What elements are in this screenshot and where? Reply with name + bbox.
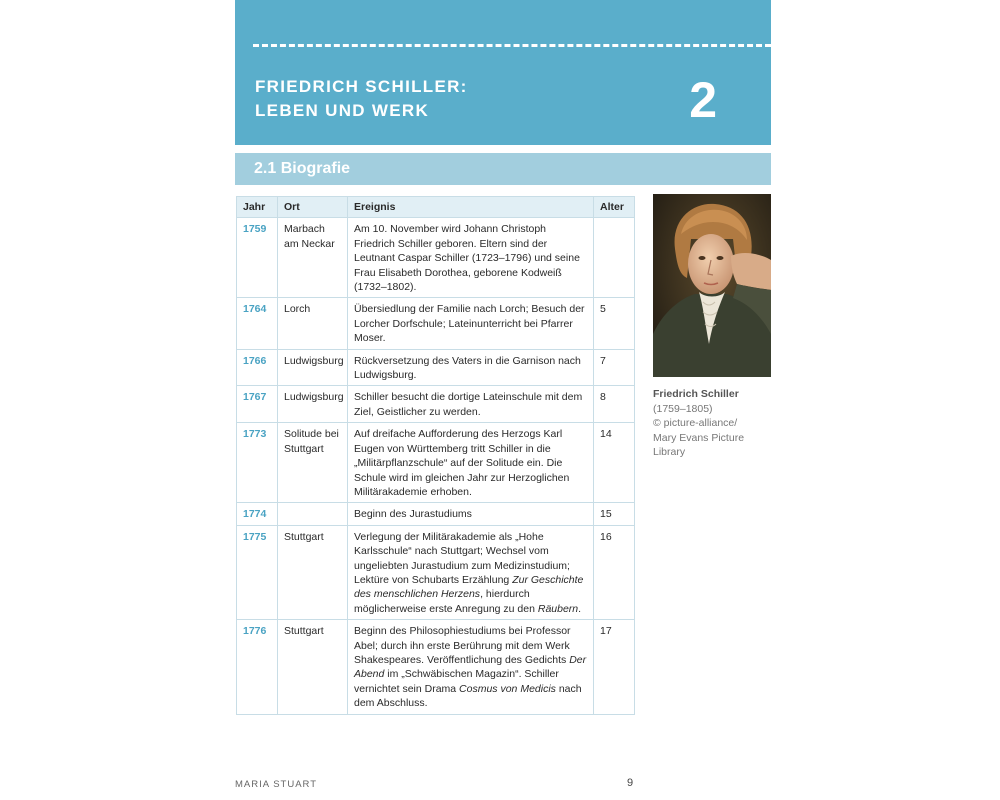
chapter-title-line-1: FRIEDRICH SCHILLER:: [255, 77, 468, 96]
year-cell: 1775: [237, 525, 278, 619]
event-cell: [348, 525, 594, 619]
caption-dates: (1759–1805): [653, 402, 713, 415]
section-heading: 2.1 Biografie: [254, 160, 351, 177]
table-header-row: [237, 197, 635, 218]
column-header-event: Ereignis: [348, 197, 594, 218]
table-row: [237, 218, 635, 298]
table-row: [237, 620, 635, 714]
year-cell: 1766: [237, 349, 278, 386]
caption-credit-line: Library: [653, 446, 686, 458]
work-title: Der Abend: [354, 653, 587, 681]
place-cell: Ludwigsburg: [278, 349, 348, 386]
dashed-divider: [253, 44, 771, 47]
event-text: nach dem Abschluss.: [354, 682, 582, 710]
chapter-number: 2: [689, 72, 717, 128]
caption-name: Friedrich Schiller: [653, 388, 739, 400]
year-cell: 1776: [237, 620, 278, 714]
event-cell: [348, 620, 594, 714]
age-cell: 8: [594, 386, 635, 423]
age-cell: 5: [594, 298, 635, 349]
column-header-age: Alter: [594, 197, 635, 218]
year-cell: 1759: [237, 218, 278, 298]
column-header-place: Ort: [278, 197, 348, 218]
age-cell: 16: [594, 525, 635, 619]
age-cell: 17: [594, 620, 635, 714]
place-cell: [278, 503, 348, 525]
work-title: Cosmus von Medicis: [459, 682, 556, 695]
age-cell: 15: [594, 503, 635, 525]
event-text: , hierdurch möglicherweise erste Anregung zu den: [354, 588, 538, 615]
place-cell: Marbach am Neckar: [278, 218, 348, 298]
chapter-title-line-2: LEBEN UND WERK: [255, 101, 430, 120]
place-cell: Stuttgart: [278, 525, 348, 619]
age-cell: 14: [594, 423, 635, 503]
table-row: [237, 525, 635, 619]
event-text: Beginn des Philosophiestudiums bei Professor Abel; durch ihn erste Berührung mit dem Werk Shakespeares. Veröffentlichung des Gedichts: [354, 625, 571, 666]
portrait-image: [653, 194, 771, 377]
work-title: Räubern: [537, 602, 579, 615]
event-cell: Schiller besucht die dortige Lateinschule mit dem Ziel, Geistlicher zu werden.: [348, 386, 594, 423]
page-number: 9: [627, 777, 634, 789]
section-bar: [235, 153, 771, 185]
event-cell: Auf dreifache Aufforderung des Herzogs Karl Eugen von Württemberg tritt Schiller in die „Militärpflanzschule“ auf der Solitude ein. Die Schule wird im gleichen Jahr zur Herzoglichen Militärakademie erhoben.: [348, 423, 594, 503]
table-row: [237, 349, 635, 386]
event-cell: Übersiedlung der Familie nach Lorch; Besuch der Lorcher Dorfschule; Lateinunterricht bei Pfarrer Moser.: [348, 298, 594, 349]
event-text: .: [578, 602, 582, 615]
year-cell: 1773: [237, 423, 278, 503]
column-header-year: Jahr: [237, 197, 278, 218]
year-cell: 1764: [237, 298, 278, 349]
event-text: Verlegung der Militärakademie als „Hohe Karlsschule“ nach Stuttgart; Wechsel vom ungeliebten Jurastudium zum Medizinstudium; Lektüre von Schubarts Erzählung: [354, 530, 570, 586]
footer-book-title: MARIA STUART: [235, 779, 318, 790]
place-cell: Stuttgart: [278, 620, 348, 714]
biography-table: [236, 196, 635, 715]
caption-credit-line: Mary Evans Picture: [653, 431, 745, 444]
age-cell: 7: [594, 349, 635, 386]
event-cell: Am 10. November wird Johann Christoph Friedrich Schiller geboren. Eltern sind der Leutnant Caspar Schiller (1723–1796) und seine Frau Elisabeth Dorothea, geborene Kodweiß (1732–1802).: [348, 218, 594, 298]
portrait-caption: [653, 387, 783, 460]
table-row: [237, 503, 635, 525]
year-cell: 1767: [237, 386, 278, 423]
caption-credit-line: © picture-alliance/: [653, 417, 738, 429]
table-row: [237, 386, 635, 423]
table-row: [237, 298, 635, 349]
age-cell: [594, 218, 635, 298]
place-cell: Ludwigsburg: [278, 386, 348, 423]
table-row: [237, 423, 635, 503]
chapter-title: [255, 75, 468, 123]
place-cell: Solitude bei Stuttgart: [278, 423, 348, 503]
work-title: Zur Geschichte des menschlichen Herzens: [354, 573, 584, 601]
event-text: im „Schwäbischen Magazin“. Schiller vernichtet sein Drama: [354, 668, 559, 695]
year-cell: 1774: [237, 503, 278, 525]
place-cell: Lorch: [278, 298, 348, 349]
event-cell: Rückversetzung des Vaters in die Garnison nach Ludwigsburg.: [348, 349, 594, 386]
chapter-banner: [235, 0, 771, 145]
event-cell: Beginn des Jurastudiums: [348, 503, 594, 525]
